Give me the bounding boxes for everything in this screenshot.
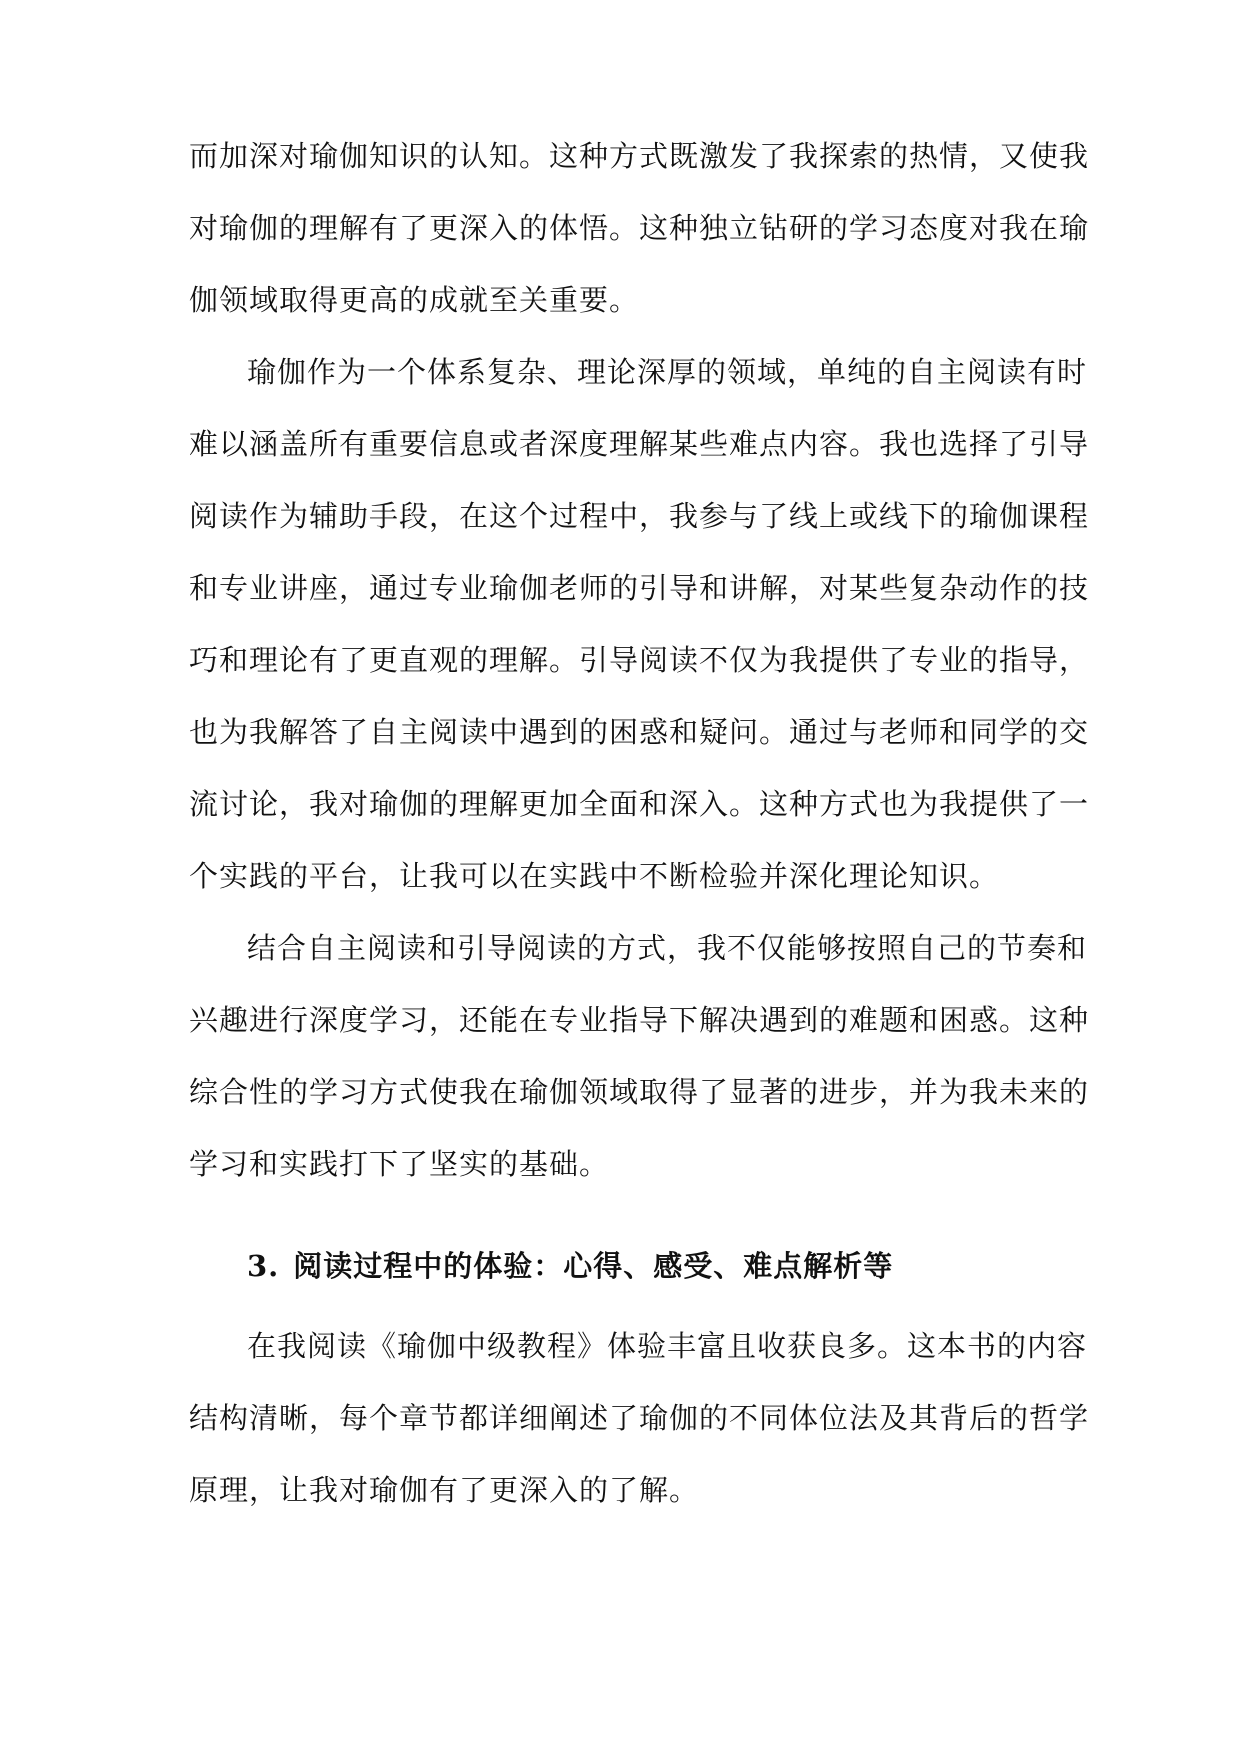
paragraph-2-line-5: 巧和理论有了更直观的理解。引导阅读不仅为我提供了专业的指导， (189, 643, 1090, 677)
paragraph-3-line-1: 结合自主阅读和引导阅读的方式，我不仅能够按照自己的节奏和 (247, 931, 1088, 965)
section-number: 3. (247, 1249, 280, 1283)
section-title: 阅读过程中的体验：心得、感受、难点解析等 (293, 1249, 894, 1283)
paragraph-4-line-1: 在我阅读《瑜伽中级教程》体验丰富且收获良多。这本书的内容 (247, 1329, 1088, 1363)
paragraph-2-line-7: 流讨论，我对瑜伽的理解更加全面和深入。这种方式也为我提供了一 (189, 787, 1090, 821)
paragraph-2-line-2: 难以涵盖所有重要信息或者深度理解某些难点内容。我也选择了引导 (189, 427, 1090, 461)
paragraph-1-line-2: 对瑜伽的理解有了更深入的体悟。这种独立钻研的学习态度对我在瑜 (189, 211, 1090, 245)
paragraph-3-line-2: 兴趣进行深度学习，还能在专业指导下解决遇到的难题和困惑。这种 (189, 1003, 1090, 1037)
paragraph-2-line-1: 瑜伽作为一个体系复杂、理论深厚的领域，单纯的自主阅读有时 (247, 355, 1088, 389)
paragraph-2-line-3: 阅读作为辅助手段，在这个过程中，我参与了线上或线下的瑜伽课程 (189, 499, 1090, 533)
paragraph-2-line-6: 也为我解答了自主阅读中遇到的困惑和疑问。通过与老师和同学的交 (189, 715, 1090, 749)
paragraph-3-line-3: 综合性的学习方式使我在瑜伽领域取得了显著的进步，并为我未来的 (189, 1075, 1090, 1109)
section-heading (247, 1246, 893, 1286)
paragraph-1-line-1: 而加深对瑜伽知识的认知。这种方式既激发了我探索的热情，又使我 (189, 139, 1090, 173)
paragraph-2-line-4: 和专业讲座，通过专业瑜伽老师的引导和讲解，对某些复杂动作的技 (189, 571, 1090, 605)
paragraph-4-line-3: 原理，让我对瑜伽有了更深入的了解。 (189, 1473, 700, 1507)
paragraph-1-line-3: 伽领域取得更高的成就至关重要。 (189, 283, 640, 317)
paragraph-4-line-2: 结构清晰，每个章节都详细阐述了瑜伽的不同体位法及其背后的哲学 (189, 1401, 1090, 1435)
paragraph-3-line-4: 学习和实践打下了坚实的基础。 (189, 1147, 610, 1181)
paragraph-2-line-8: 个实践的平台，让我可以在实践中不断检验并深化理论知识。 (189, 859, 1000, 893)
